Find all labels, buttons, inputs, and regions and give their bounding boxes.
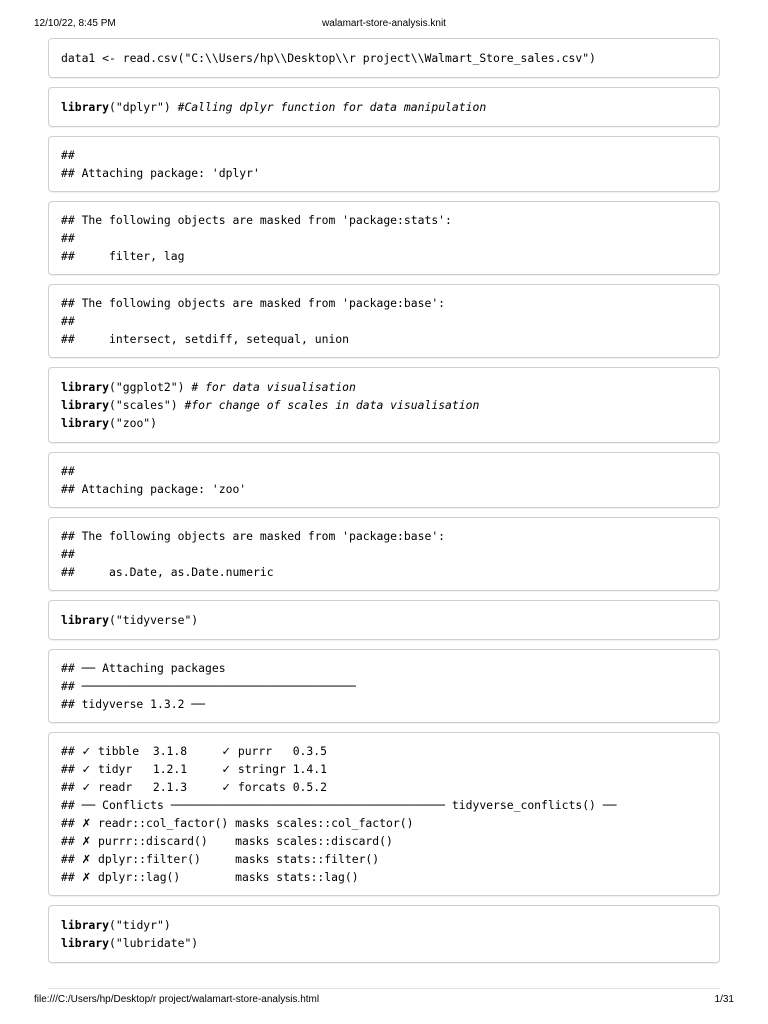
text-segment: ##: [61, 744, 82, 758]
output-line: [61, 563, 707, 581]
text-segment: readr::col_factor() masks scales::col_factor(): [91, 816, 414, 830]
text-segment: ## intersect, setdiff, setequal, union: [61, 332, 350, 346]
text-segment: ("scales"): [109, 398, 185, 412]
comment: #for change of scales in data visualisation: [184, 398, 480, 412]
text-segment: ## Attaching package: 'zoo': [61, 482, 247, 496]
output-line: [61, 480, 707, 498]
code-chunk: [48, 38, 720, 78]
text-segment: ("tidyverse"): [109, 613, 199, 627]
text-segment: tibble 3.1.8: [91, 744, 222, 758]
check-icon: ✓: [221, 762, 231, 776]
output-line: [61, 868, 707, 886]
output-line: [61, 211, 707, 229]
file-url: file:///C:/Users/hp/Desktop/r project/walamart-store-analysis.html: [34, 994, 320, 1005]
keyword: library: [61, 936, 110, 950]
output-line: [61, 312, 707, 330]
text-segment: ## The following objects are masked from 'package:base':: [61, 529, 446, 543]
text-segment: ("lubridate"): [109, 936, 199, 950]
check-icon: ✓: [221, 744, 231, 758]
text-segment: ## Attaching package: 'dplyr': [61, 166, 260, 180]
code-line: [61, 414, 707, 432]
text-segment: purrr::discard() masks scales::discard(): [91, 834, 393, 848]
text-segment: tidyr 1.2.1: [91, 762, 222, 776]
output-chunk: [48, 649, 720, 723]
text-segment: ##: [61, 870, 82, 884]
text-segment: ## The following objects are masked from 'package:stats':: [61, 213, 452, 227]
output-line: [61, 742, 707, 760]
text-segment: stringr 1.4.1: [230, 762, 327, 776]
output-line: [61, 545, 707, 563]
output-line: [61, 850, 707, 868]
text-segment: dplyr::filter() masks stats::filter(): [91, 852, 380, 866]
text-segment: ## ── Attaching packages: [61, 661, 226, 675]
output-line: [61, 760, 707, 778]
keyword: library: [61, 398, 110, 412]
text-segment: data1 <- read.csv("C:\\Users/hp\\Desktop\\r project\\Walmart_Store_sales.csv"): [61, 51, 596, 65]
cross-icon: ✗: [81, 834, 92, 848]
keyword: library: [61, 380, 110, 394]
text-segment: ## tidyverse 1.3.2 ──: [61, 697, 206, 711]
code-output-blocks: [48, 38, 720, 972]
text-segment: ##: [61, 780, 82, 794]
code-line: [61, 396, 707, 414]
text-segment: ##: [61, 148, 75, 162]
text-segment: readr 2.1.3: [91, 780, 222, 794]
text-segment: ##: [61, 314, 75, 328]
output-line: [61, 527, 707, 545]
text-segment: ##: [61, 464, 75, 478]
text-segment: ## ────────────────────────────────────────: [61, 679, 356, 693]
output-line: [61, 796, 707, 814]
output-line: [61, 294, 707, 312]
output-line: [61, 164, 707, 182]
code-line: [61, 49, 707, 67]
text-segment: ## ── Conflicts ──────────────────────────────────────── tidyverse_conflicts() ──: [61, 798, 617, 812]
text-segment: ##: [61, 816, 82, 830]
text-segment: ##: [61, 762, 82, 776]
output-line: [61, 814, 707, 832]
text-segment: ("tidyr"): [109, 918, 171, 932]
output-line: [61, 695, 707, 713]
check-icon: ✓: [221, 780, 231, 794]
text-segment: purrr 0.3.5: [230, 744, 327, 758]
comment: # for data visualisation: [191, 380, 356, 394]
output-line: [61, 330, 707, 348]
code-line: [61, 378, 707, 396]
text-segment: ##: [61, 547, 75, 561]
output-chunk: [48, 136, 720, 192]
output-chunk: [48, 284, 720, 358]
code-chunk: [48, 87, 720, 127]
page-number: 1/31: [714, 994, 734, 1005]
text-segment: ##: [61, 852, 82, 866]
output-line: [61, 229, 707, 247]
code-chunk: [48, 600, 720, 640]
output-line: [61, 677, 707, 695]
cross-icon: ✗: [81, 816, 92, 830]
output-chunk: [48, 201, 720, 275]
output-line: [61, 832, 707, 850]
text-segment: dplyr::lag() masks stats::lag(): [91, 870, 359, 884]
text-segment: ("zoo"): [109, 416, 158, 430]
print-header: [0, 18, 768, 32]
keyword: library: [61, 100, 110, 114]
print-footer: [0, 994, 768, 1008]
output-line: [61, 146, 707, 164]
text-segment: forcats 0.5.2: [230, 780, 327, 794]
check-icon: ✓: [81, 744, 92, 758]
footer-divider: [48, 988, 720, 989]
print-datetime: 12/10/22, 8:45 PM: [34, 18, 116, 29]
text-segment: ## The following objects are masked from 'package:base':: [61, 296, 446, 310]
check-icon: ✓: [81, 780, 92, 794]
code-line: [61, 934, 707, 952]
output-line: [61, 247, 707, 265]
keyword: library: [61, 416, 110, 430]
text-segment: ##: [61, 231, 75, 245]
output-chunk: [48, 517, 720, 591]
cross-icon: ✗: [81, 870, 92, 884]
text-segment: ("dplyr"): [109, 100, 178, 114]
code-chunk: [48, 905, 720, 963]
output-line: [61, 462, 707, 480]
code-line: [61, 916, 707, 934]
document-title: walamart-store-analysis.knit: [322, 18, 446, 29]
output-chunk: [48, 732, 720, 896]
keyword: library: [61, 918, 110, 932]
cross-icon: ✗: [81, 852, 92, 866]
text-segment: ("ggplot2"): [109, 380, 192, 394]
output-line: [61, 778, 707, 796]
text-segment: ## as.Date, as.Date.numeric: [61, 565, 274, 579]
output-chunk: [48, 452, 720, 508]
text-segment: ##: [61, 834, 82, 848]
check-icon: ✓: [81, 762, 92, 776]
code-line: [61, 98, 707, 116]
text-segment: ## filter, lag: [61, 249, 185, 263]
code-chunk: [48, 367, 720, 443]
comment: #Calling dplyr function for data manipulation: [177, 100, 487, 114]
code-line: [61, 611, 707, 629]
output-line: [61, 659, 707, 677]
keyword: library: [61, 613, 110, 627]
